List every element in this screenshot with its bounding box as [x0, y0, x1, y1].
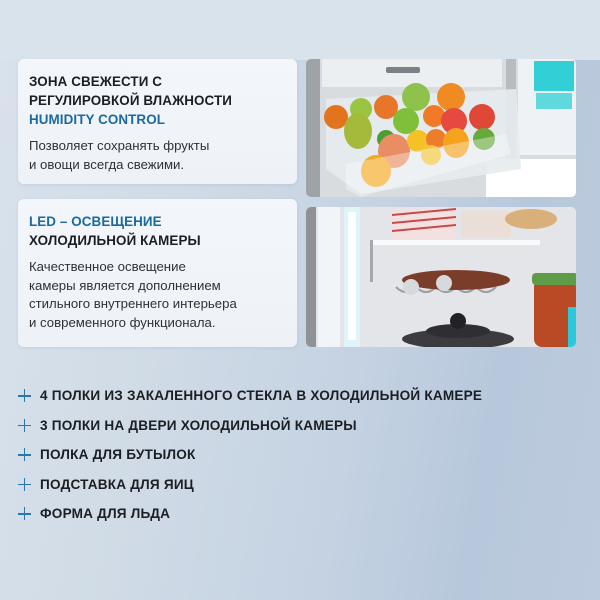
list-item	[18, 499, 482, 529]
plus-icon	[18, 448, 31, 461]
plus-icon	[18, 389, 31, 402]
list-item-text: ПОЛКА ДЛЯ БУТЫЛОК	[40, 447, 196, 463]
description-line: Качественное освещение	[29, 259, 186, 274]
fruit-drawer-illustration	[306, 59, 576, 197]
plus-icon	[18, 478, 31, 491]
feature-description	[29, 258, 297, 332]
list-item-text: 3 ПОЛКИ НА ДВЕРИ ХОЛОДИЛЬНОЙ КАМЕРЫ	[40, 417, 357, 433]
feature-list	[18, 381, 482, 529]
list-item-text: ФОРМА ДЛЯ ЛЬДА	[40, 506, 171, 522]
list-item	[18, 381, 482, 411]
title-line: ХОЛОДИЛЬНОЙ КАМЕРЫ	[29, 233, 201, 248]
fruit-drawer-photo	[306, 59, 576, 197]
feature-title	[29, 212, 297, 250]
description-line: стильного внутреннего интерьера	[29, 296, 237, 311]
list-item	[18, 470, 482, 500]
bottle-shelf-illustration	[306, 207, 576, 347]
title-line: РЕГУЛИРОВКОЙ ВЛАЖНОСТИ	[29, 93, 232, 108]
background-top	[0, 0, 600, 60]
list-item-text: ПОДСТАВКА ДЛЯ ЯИЦ	[40, 476, 194, 492]
title-line: ЗОНА СВЕЖЕСТИ С	[29, 74, 163, 89]
description-line: камеры является дополнением	[29, 277, 221, 293]
description-line: и овощи всегда свежими.	[29, 156, 185, 172]
led-bottle-shelf-photo	[306, 207, 576, 347]
description-line: Позволяет сохранять фрукты	[29, 138, 210, 153]
list-item-text: 4 ПОЛКИ ИЗ ЗАКАЛЕННОГО СТЕКЛА В ХОЛОДИЛЬНОЙ КАМЕРЕ	[40, 388, 483, 404]
plus-icon	[18, 507, 31, 520]
list-item	[18, 411, 482, 441]
title-accent: LED – ОСВЕЩЕНИЕ	[29, 214, 162, 229]
feature-description	[29, 137, 297, 174]
title-accent: HUMIDITY CONTROL	[29, 112, 165, 127]
plus-icon	[18, 419, 31, 432]
description-line: и современного функционала.	[29, 314, 216, 330]
feature-title	[29, 72, 297, 129]
feature-card-humidity	[18, 59, 297, 184]
feature-card-led	[18, 199, 297, 347]
list-item	[18, 440, 482, 470]
